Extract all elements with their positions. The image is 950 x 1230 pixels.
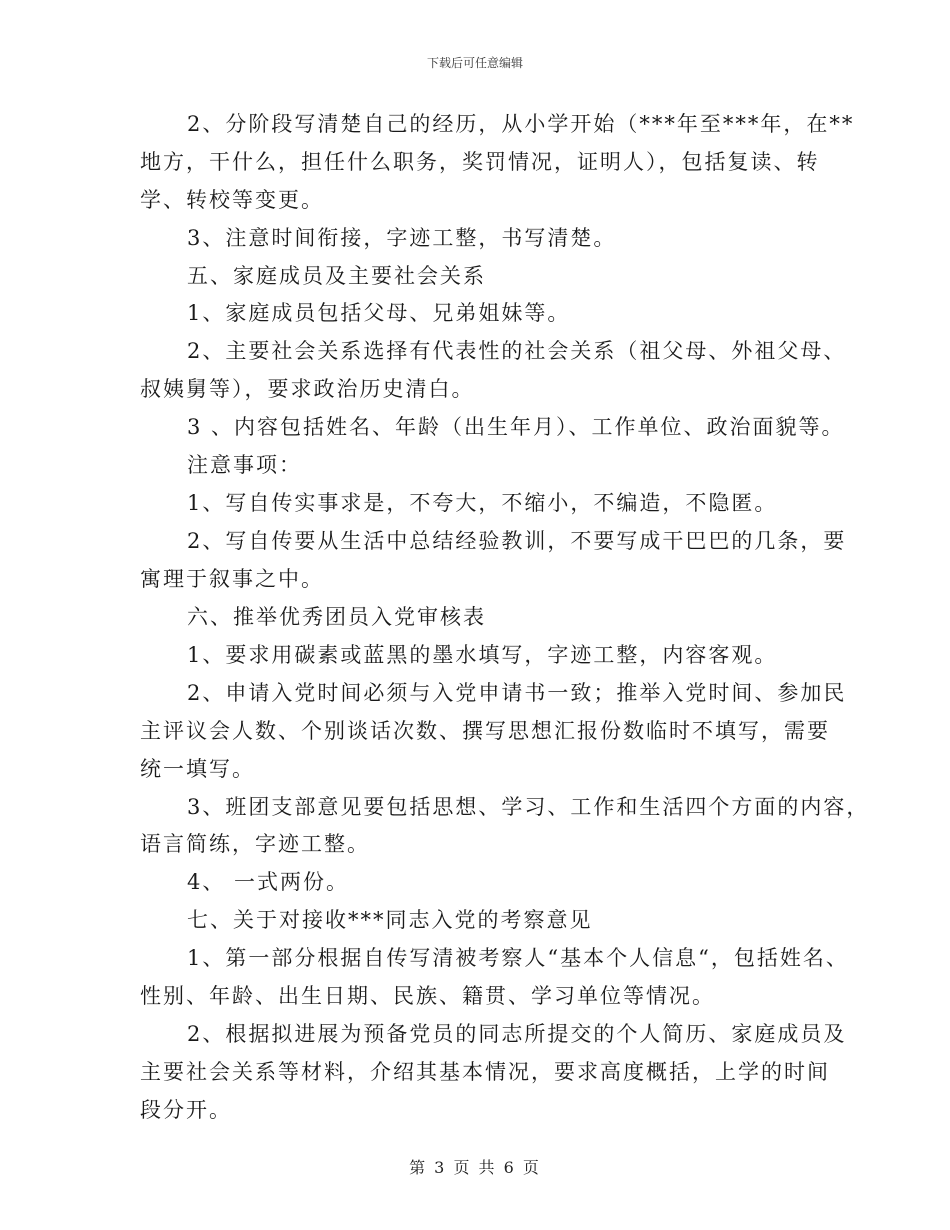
text-line: 学、转校等变更。 — [140, 188, 324, 212]
text-line: 1、家庭成员包括父母、兄弟姐妹等。 — [187, 301, 571, 325]
text-line: 1、写自传实事求是，不夸大，不缩小，不编造，不隐匿。 — [187, 491, 778, 515]
section-heading: 七、关于对接收***同志入党的考察意见 — [187, 908, 593, 932]
text-line: 性别、年龄、出生日期、民族、籍贯、学习单位等情况。 — [140, 984, 715, 1008]
text-line: 地方，干什么，担任什么职务，奖罚情况，证明人），包括复读、转 — [140, 150, 820, 174]
text-line: 主要社会关系等材料，介绍其基本情况，要求高度概括，上学的时间 — [140, 1060, 830, 1084]
text-line: 2、申请入党时间必须与入党申请书一致；推举入党时间、参加民 — [187, 681, 847, 705]
text-line: 2、根据拟进展为预备党员的同志所提交的个人简历、家庭成员及 — [187, 1022, 847, 1046]
section-heading: 六、推举优秀团员入党审核表 — [187, 605, 486, 629]
text-line: 注意事项： — [187, 453, 302, 477]
text-line: 1、要求用碳素或蓝黑的墨水填写，字迹工整，内容客观。 — [187, 643, 778, 667]
text-line: 主评议会人数、个别谈话次数、撰写思想汇报份数临时不填写，需要 — [140, 719, 830, 743]
text-line: 2、写自传要从生活中总结经验教训，不要写成干巴巴的几条，要 — [187, 529, 847, 553]
text-line: 3、注意时间衔接，字迹工整，书写清楚。 — [187, 226, 617, 250]
text-line: 2、分阶段写清楚自己的经历，从小学开始（***年至***年，在** — [187, 112, 855, 136]
text-line: 3 、内容包括姓名、年龄（出生年月）、工作单位、政治面貌等。 — [187, 415, 845, 439]
page-footer: 第 3 页 共 6 页 — [409, 1158, 541, 1177]
text-line: 寓理于叙事之中。 — [140, 567, 324, 591]
text-line: 语言简练，字迹工整。 — [140, 832, 370, 856]
text-line: 1、第一部分根据自传写清被考察人“基本个人信息“，包括姓名、 — [187, 946, 849, 970]
text-line: 3、班团支部意见要包括思想、学习、工作和生活四个方面的内容， — [187, 795, 870, 819]
text-line: 2、主要社会关系选择有代表性的社会关系（祖父母、外祖父母、 — [187, 339, 847, 363]
text-line: 4、 一式两份。 — [187, 870, 350, 894]
text-line: 叔姨舅等），要求政治历史清白。 — [140, 377, 475, 401]
text-line: 统一填写。 — [140, 757, 255, 781]
text-line: 段分开。 — [140, 1098, 232, 1122]
section-heading: 五、家庭成员及主要社会关系 — [187, 264, 486, 288]
page-header: 下载后可任意编辑 — [426, 56, 523, 70]
